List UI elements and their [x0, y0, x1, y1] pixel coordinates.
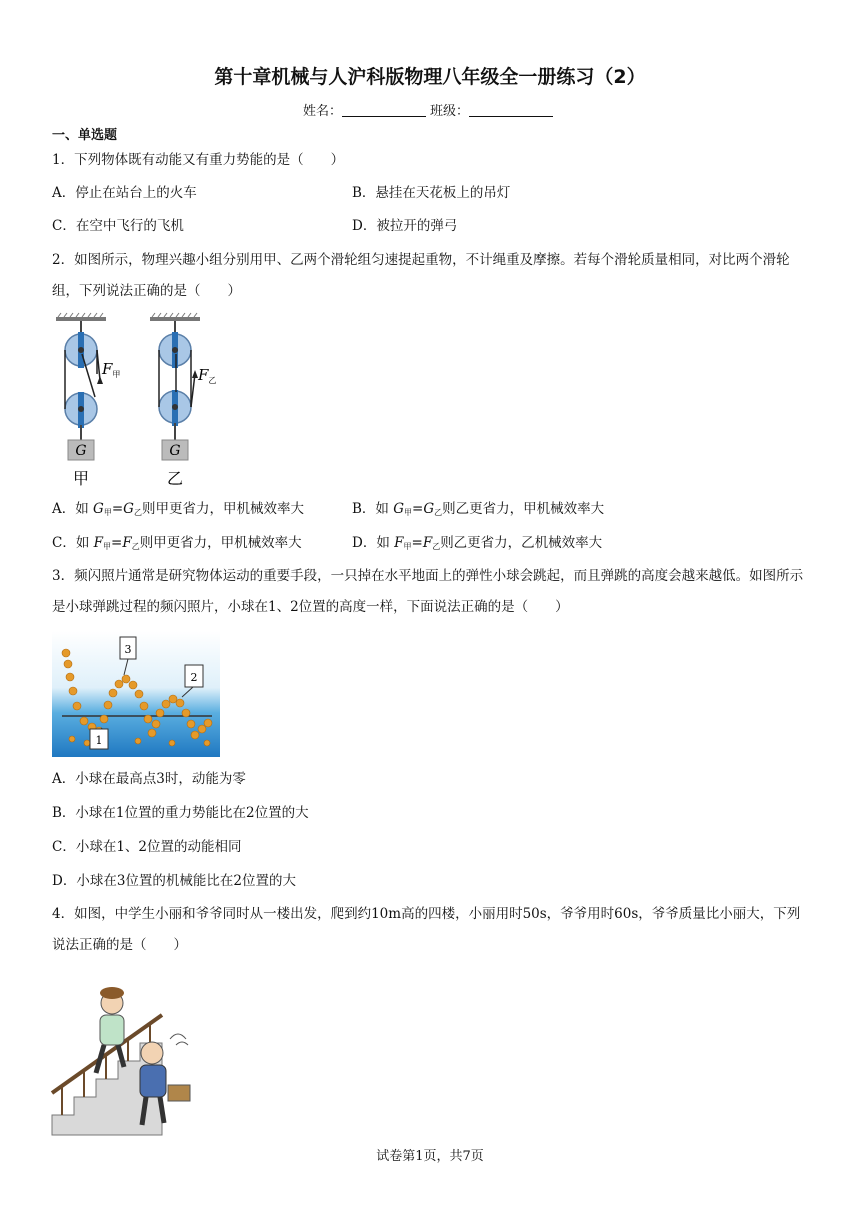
force-label-yi: $F_乙$ — [198, 366, 217, 385]
figure-label-jia: 甲 — [72, 469, 90, 488]
q3-option-a: A．小球在最高点3时，动能为零 — [52, 771, 246, 787]
svg-text:3: 3 — [124, 643, 132, 656]
name-class-line — [0, 100, 860, 119]
q2-option-c: C．如 $F_甲=F_乙$则甲更省力，甲机械效率大 — [52, 535, 302, 551]
section-heading: 一、单选题 — [52, 128, 118, 143]
q1-option-a: A．停止在站台上的火车 — [52, 185, 197, 201]
q2-pulley-figure — [52, 312, 217, 490]
q2-option-b: B．如 $G_甲=G_乙$则乙更省力，甲机械效率大 — [352, 501, 605, 517]
class-label: 班级： — [430, 104, 470, 119]
q1-option-d: D．被拉开的弹弓 — [352, 218, 458, 234]
q3-stem: 3．频闪照片通常是研究物体运动的重要手段，一只掉在水平地面上的弹性小球会跳起，而且弹跳的高度会越来越低。如图所示是小球弹跳过程的频闪照片，小球在1、2位置的高度一样，下面说法正确的是（ ） — [52, 568, 804, 615]
name-label: 姓名： — [302, 104, 342, 119]
q1-option-c: C．在空中飞行的飞机 — [52, 218, 184, 234]
figure-label-yi: 乙 — [166, 469, 184, 488]
q1-stem: 1．下列物体既有动能又有重力势能的是（ ） — [52, 152, 345, 168]
q3-option-b: B．小球在1位置的重力势能比在2位置的大 — [52, 805, 309, 821]
q2-option-a: A．如 $G_甲=G_乙$则甲更省力，甲机械效率大 — [52, 501, 304, 517]
q2-stem: 2．如图所示，物理兴趣小组分别用甲、乙两个滑轮组匀速提起重物，不计绳重及摩擦。若每个滑轮质量相同，对比两个滑轮组，下列说法正确的是（ ） — [52, 252, 790, 299]
q3-option-d: D．小球在3位置的机械能比在2位置的大 — [52, 873, 297, 889]
q3-option-c: C．小球在1、2位置的动能相同 — [52, 839, 242, 855]
weight-label-jia: G — [75, 443, 87, 459]
label-1-callout — [90, 728, 108, 749]
ceiling-hatch-jia — [56, 313, 106, 321]
weight-label-yi: G — [169, 443, 181, 459]
class-blank[interactable] — [469, 104, 553, 117]
q1-option-b: B．悬挂在天花板上的吊灯 — [352, 185, 511, 201]
q3-bounce-photo — [52, 631, 220, 757]
page-title: 第十章机械与人沪科版物理八年级全一册练习（2） — [214, 66, 646, 88]
svg-text:2: 2 — [190, 671, 198, 684]
ceiling-hatch-yi — [150, 313, 200, 321]
q4-stairs-illustration — [52, 975, 208, 1135]
name-blank[interactable] — [342, 104, 426, 117]
svg-text:1: 1 — [95, 734, 103, 747]
force-label-jia: $F_甲$ — [102, 360, 121, 379]
q2-option-d: D．如 $F_甲=F_乙$则乙更省力，乙机械效率大 — [352, 535, 603, 551]
q4-stem: 4．如图，中学生小丽和爷爷同时从一楼出发，爬到约10m高的四楼，小丽用时50s，爷爷用时60s，爷爷质量比小丽大，下列说法正确的是（ ） — [52, 906, 801, 953]
page-footer: 试卷第1页，共7页 — [376, 1149, 484, 1164]
